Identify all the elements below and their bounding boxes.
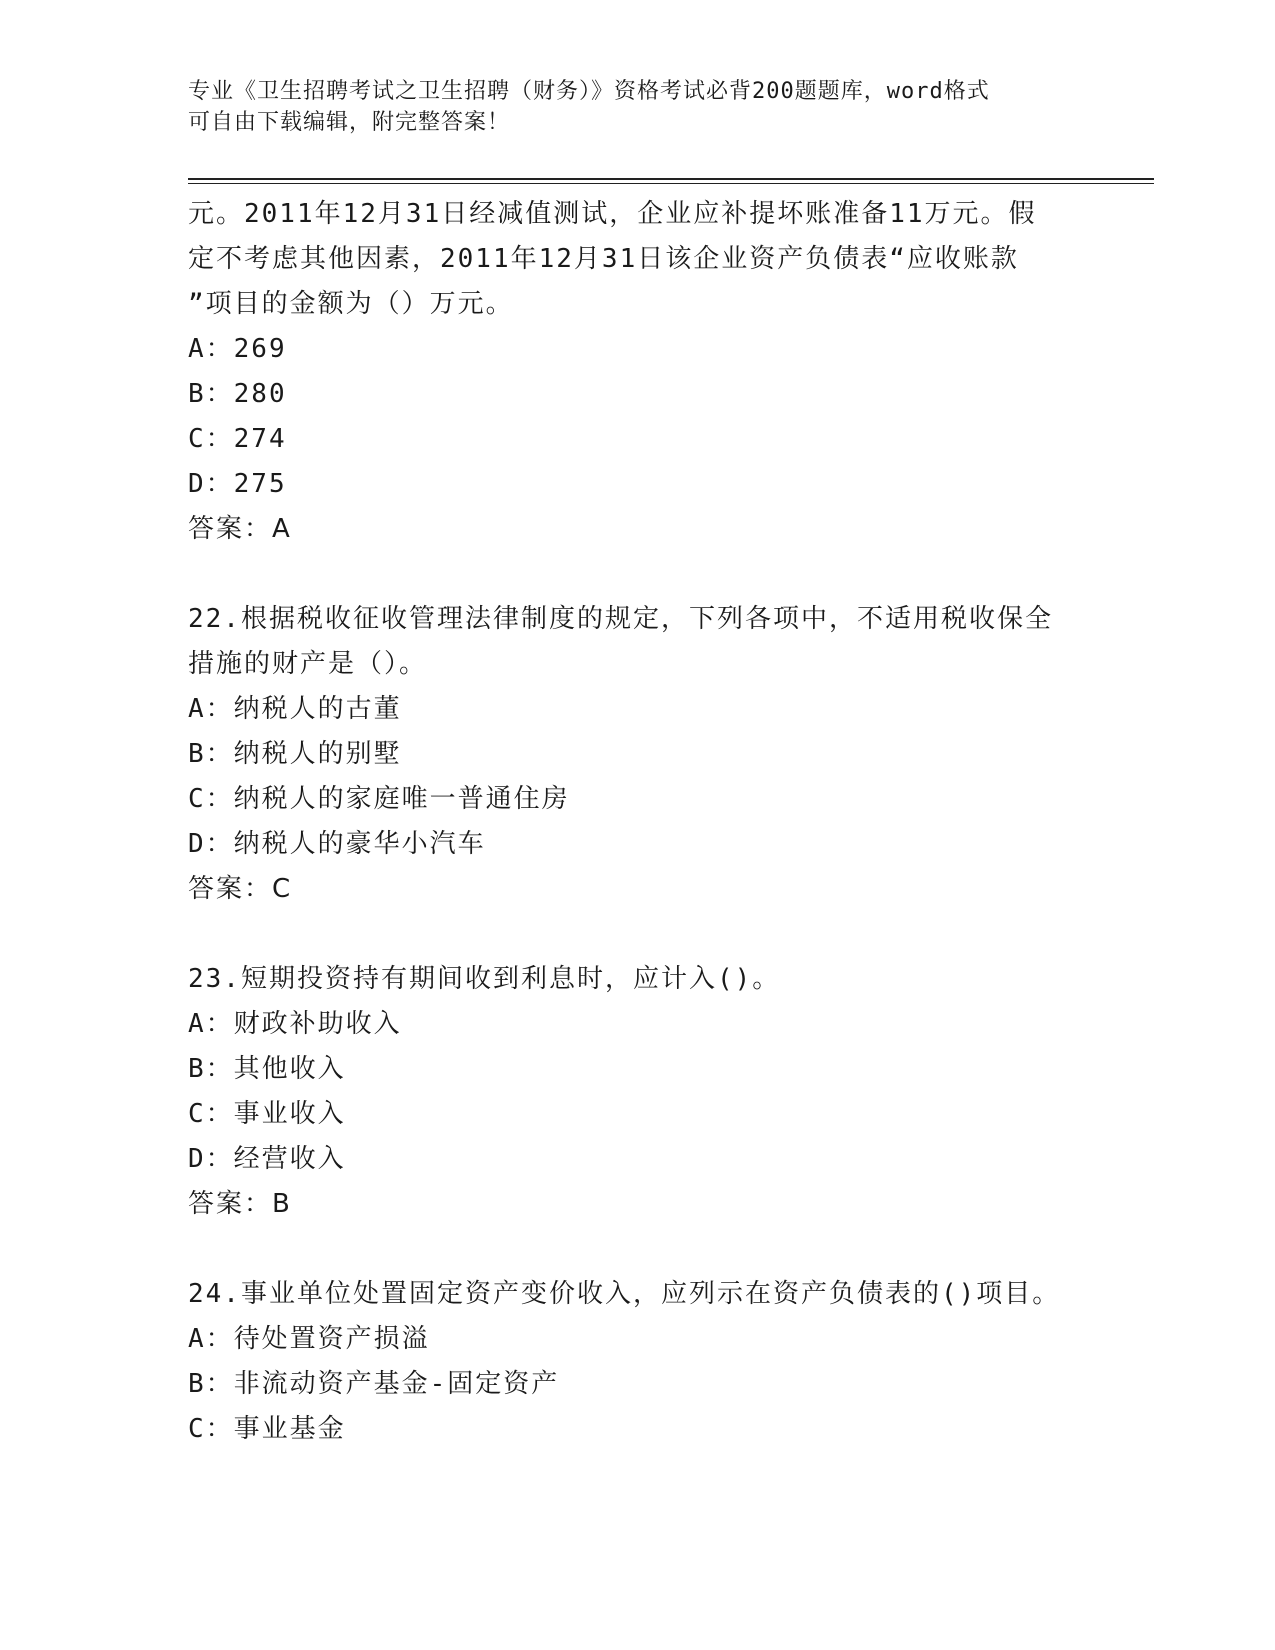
option-c: C：274 xyxy=(188,424,287,454)
header-rule-thin xyxy=(188,183,1154,184)
option-b: B：280 xyxy=(188,379,287,409)
option-b: B：非流动资产基金-固定资产 xyxy=(188,1369,560,1399)
answer-line: 答案：A xyxy=(188,514,292,544)
header-rule-thick xyxy=(188,178,1154,180)
option-d: D：275 xyxy=(188,469,287,499)
question-list xyxy=(188,192,1088,1452)
stem-line: 23.短期投资持有期间收到利息时，应计入()。 xyxy=(188,964,781,994)
stem-line: 22.根据税收征收管理法律制度的规定，下列各项中，不适用税收保全 xyxy=(188,604,1053,634)
option-c: C：事业基金 xyxy=(188,1414,346,1444)
option-d: D：经营收入 xyxy=(188,1144,346,1174)
question-block xyxy=(188,1272,1088,1452)
option-a: A：待处置资产损溢 xyxy=(188,1324,430,1354)
option-c: C：事业收入 xyxy=(188,1099,346,1129)
question-stem xyxy=(188,1272,1088,1317)
stem-line: 措施的财产是（）。 xyxy=(188,649,428,679)
document-header xyxy=(188,76,1088,138)
header-line-1: 专业《卫生招聘考试之卫生招聘（财务）》资格考试必背200题题库，word格式 xyxy=(188,79,990,104)
question-block xyxy=(188,192,1088,552)
question-stem xyxy=(188,597,1088,687)
option-a: A：财政补助收入 xyxy=(188,1009,402,1039)
question-block xyxy=(188,957,1088,1227)
option-b: B：纳税人的别墅 xyxy=(188,739,402,769)
answer-line: 答案：C xyxy=(188,874,293,904)
option-a: A：纳税人的古董 xyxy=(188,694,402,724)
option-c: C：纳税人的家庭唯一普通住房 xyxy=(188,784,570,814)
answer-line: 答案：B xyxy=(188,1189,292,1219)
stem-line: 元。2011年12月31日经减值测试，企业应补提坏账准备11万元。假 xyxy=(188,199,1037,229)
option-a: A：269 xyxy=(188,334,287,364)
question-block xyxy=(188,597,1088,912)
stem-line: 定不考虑其他因素，2011年12月31日该企业资产负债表“应收账款 xyxy=(188,244,1019,274)
stem-line: ”项目的金额为（）万元。 xyxy=(188,289,514,319)
spacer xyxy=(188,912,1088,957)
spacer xyxy=(188,1227,1088,1272)
spacer xyxy=(188,552,1088,597)
question-stem xyxy=(188,192,1088,327)
option-b: B：其他收入 xyxy=(188,1054,346,1084)
question-stem xyxy=(188,957,1088,1002)
option-d: D：纳税人的豪华小汽车 xyxy=(188,829,486,859)
header-line-2: 可自由下载编辑，附完整答案！ xyxy=(188,110,511,135)
stem-line: 24.事业单位处置固定资产变价收入，应列示在资产负债表的()项目。 xyxy=(188,1279,1061,1309)
